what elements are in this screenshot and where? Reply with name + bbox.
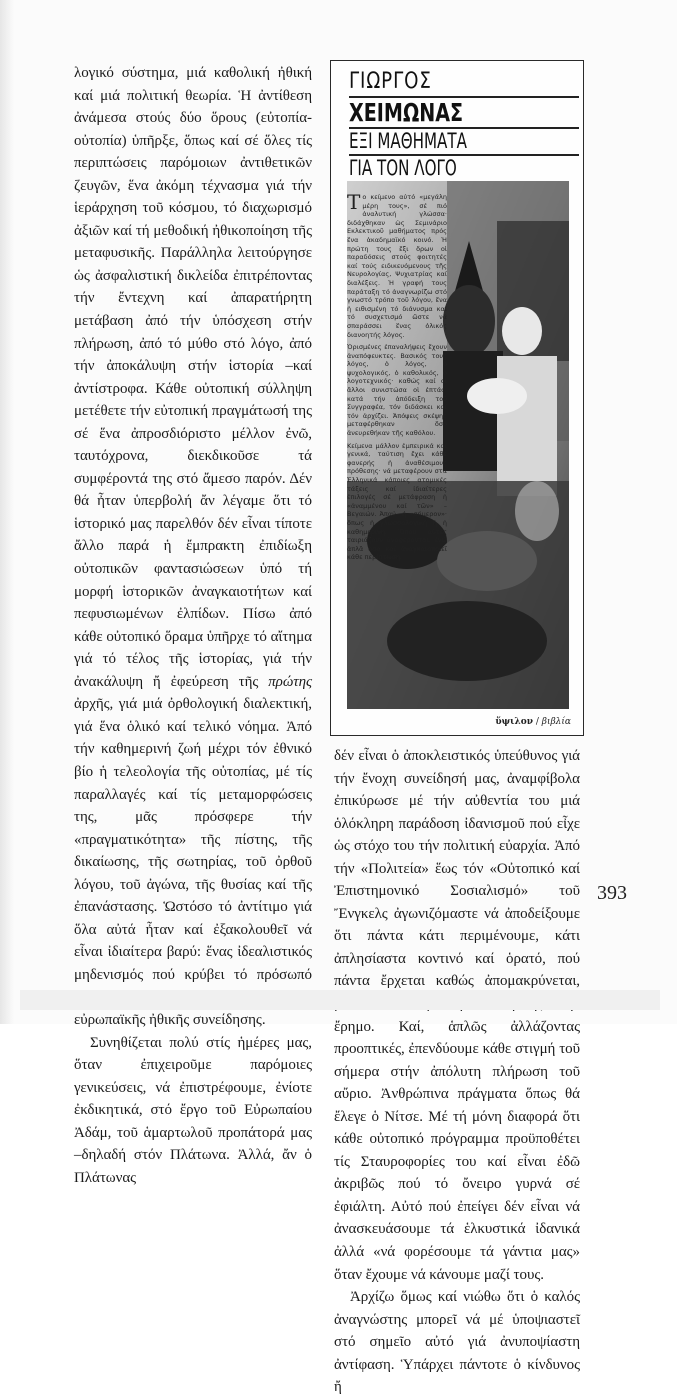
scan-edge xyxy=(20,990,660,1010)
cover-blurb-text xyxy=(347,190,447,566)
right-text-column xyxy=(334,745,580,1399)
paragraph: Συνηθίζεται πολύ στίς ἡμέρες μας, ὅταν ἐπιχειροῦμε παρόμοιες γενικεύσεις, νά ἐπιστρέφουμε, ἐνίοτε ἐκδικητικά, στό ἔργο τοῦ Εὐρωπαίου Ἀδάμ, τοῦ ἁμαρτωλοῦ προπάτορά μας –δηλαδή στόν Πλάτωνα. Ἀλλά, ἄν ὁ Πλάτωνας xyxy=(74,1034,312,1186)
page-number: 393 xyxy=(597,882,627,904)
cover-blurb-paragraph: Ὁρισμένες ἐπαναλήψεις ἔχουν ἀναπόφευκτες. Βασικός τους λόγος, ὁ λόγος, ὁ ψυχολογικός, ὁ καθολικός, ὁ λογοτεχνικός· καθώς καί οἱ ἄλλοι συνιστώσα οἱ ἐπτάς, κατά τήν ἀπόδειξη τοῦ Συγγραφέα, τόν διδάσκει καί τόν ἀρχίζει. Ἀπόψεις σκέψης μεταφέρθηκαν ὅσο ἀνευρεθήκαν τῆς καθόλου. xyxy=(347,343,447,438)
paragraph: δέν εἶναι ὁ ἀποκλειστικός ὑπεύθυνος γιά τήν ἔνοχη συνείδησή μας, ἀναμφίβολα ἐπικύρωσε μέ τήν αὐθεντία του μιά ὁλόκληρη παράδοση ἰδανισμοῦ πού εἶχε ὡς στόχο του τήν πολιτική εὐαρχία. Ἀπό τήν «Πολιτεία» ἕως τόν «Οὐτοπικό καί Ἐπιστημονικό Σοσιαλισμό» τοῦ Ἔνγκελς ἀγωνιζόμαστε νά ἀποδείξουμε ὅτι πάντα κάτι περιμένουμε, κάτι ἀπλησίαστα κοντινό καί ὁρατό, πού πάντα ἔρχεται καθώς ἀπομακρύνεται, ἔρημο. Καί, ἁπλῶς ἀλλάζοντας προοπτικές, ἐπενδύουμε κάθε στιγμή τοῦ σήμερα στήν ἀπόλυτη πλήρωση τοῦ αὔριο. Ἀνθρώπινα πράγματα ὅπως θά ἔλεγε ὁ Νίτσε. Μέ τή μόνη διαφορά ὅτι κάθε οὐτοπικό πρόγραμμα προϋποθέτει τίς Σταυροφορίες του καί εἶναι ἐδῶ ἀκριβῶς πού τό ὄνειρο γυρνά σέ ἐφιάλτη. Αὐτό πού ἐπείγει δέν εἶναι νά ἀνασκευάσουμε τά ἑλκυστικά ἰδανικά ἀλλά «νά φορέσουμε τά γάντια μας» ὅταν ἔχουμε νά κάνουμε μαζί τους. xyxy=(334,748,580,1283)
cover-blurb-paragraph: ο κείμενο αὐτό «μεγάλη μέρη τους», σέ πιό ἀναλυτική γλώσσα· διδάχθηκαν ὡς Σεμινάριο Εκλεκτικοῦ μαθήματος πρός ἕνα ἀκαδημαϊκό κοινό. Ἡ πρώτη τους ἕξι ὅρων οἱ παραδόσεις στούς φοιτητές καί τούς ειδικευόμενους τῆς Νευρολογίας, Ψυχιατρίας καί διαλέξεις. Ἡ γραφή τους παράταξη τό ἀναγνωρίζω στό γνωστό τρόπο τοῦ λόγου, ἔνα ἡ ειθισμένη τό διάνυσμα καί τό συσχετισμό ὥστε νά σπαράσσει ἕνας ὁλικός διανοητής λόγος. xyxy=(347,193,447,339)
publisher-name: ὕψιλον xyxy=(495,717,533,727)
gutter-shadow xyxy=(0,0,14,1024)
cover-title-block xyxy=(349,71,565,179)
paragraph: λογικό σύστημα, μιά καθολική ἠθική καί μιά πολιτική θεωρία. Ἡ ἀντίθεση ἀνάμεσα στούς δύο ὅρους (εὐτοπία-οὐτοπία) ὑπῆρξε, ὅπως καί σέ ὅλες τίς περιπτώσεις παρόμοιων ἀντιθετικῶν ζευγῶν, ἕνα ἀκόμη τέχνασμα γιά τήν ἱεράρχηση τοῦ κόσμου, τό διαχωρισμό ἀξιῶν καί τή μεθοδική ἠθικοποίηση τῆς μεταφυσικῆς. Παράλληλα λειτούργησε ὡς ἀσφαλιστική δικλείδα ἐπιτρέποντας τήν ἔντεχνη καί ἀπαρατήρητη μετάβαση ἀπό τήν ὑπόσχεση στήν πλήρωση, ἀπό τό μύθο στό λόγο, ἀπό τήν ἀποκάλυψη στήν ἱστορία –καί ἀντίστροφα. Κάθε οὐτοπική σύλληψη μετέθετε τήν εὐτοπική πραγμάτωσή της σέ ἕνα ἀπροσδιόριστο μέλλον ἐνῶ, ταυτόχρονα, διεκδικοῦσε τά συμφέροντά της στό ἄμεσο παρόν. Δέν θά ἦταν ὑπερβολή ἄν λέγαμε ὅτι τό ἱστορικό μας παρελθόν δέν εἶναι τίποτε ἄλλο παρά ἡ ἔμπρακτη ἐπιδίωξη οὐτοπικῶν φαντασιώσεων ὑπό τή μορφή ἱστορικῶν ἀναγκαιοτήτων καί πεφυσιωμένων ἐλπίδων. Πίσω ἀπό κάθε οὐτοπικό ὅραμα ὑπῆρχε τό αἴτημα γιά τό τέλος τῆς ἱστορίας, γιά τήν ἀνακάλυψη ἤ ἐφεύρεση τῆς πρώτης ἀρχῆς, γιά μιά ὀρθολογική διαλεκτική, γιά ἕνα ὁλικό καί τελικό νόημα. Ἀπό τήν καθημερινή ζωή μέχρι τόν ἐθνικό βίο ἡ τελεολογία τῆς οὐτοπίας, μέ τίς παραλλαγές καί τίς μεταμορφώσεις της, μᾶς πρόσφερε τήν «πραγματικότητα» τῆς πίστης, τῆς δικαίωσης, τῆς σωτηρίας, τοῦ ὀρθοῦ λόγου, τοῦ ἀγώνα, τῆς θυσίας καί τῆς ἐπανάστασης. Ὡστόσο τό ἀντίτιμο γιά ὅλα αὐτά ἦταν καί ἐξακολουθεῖ νά εἶναι ἰδιαίτερα βαρύ: ἕνας ἰδεαλιστικός μηδενισμός πού κρύβει τό πρόσωπό εὐρωπαϊκῆς ἠθικῆς συνείδησης. xyxy=(74,65,312,1028)
left-text-column xyxy=(74,62,312,1189)
cover-title-line-2: ΓΙΑ ΤΟΝ ΛΟΓΟ xyxy=(349,156,457,180)
cover-blurb-dropcap: Τ xyxy=(347,190,361,214)
cover-title-line-1: ΕΞΙ ΜΑΘΗΜΑΤΑ xyxy=(349,129,467,153)
cover-blurb-paragraph: Κείμενα μάλλον ἐμπειρικά καί γενικά, ταύτιση ἔχει κάθε φανερής ἡ ἀναθέσιμους πρόθεσης· νά μεταφέρουν στά Ἑλληνικά κάποιες ατομικές τάξεις καί ἰδιαίτερες ἐπιλογές σέ μετάφραση ἡ «ἀναμμένου καί τῶν» –Βεγαιών. Ἀπαύ– ἡ «σήμερον»· ὅπως ἡ γλωσσολογική ἡ ἡ καθημερινή. Ὅπου αὐτές ταιριάζουν ἀναφέρονται, ἐνῶ ἀπλᾶ ὅσα καί ἀναγκαιοποιεῖ κάθε περίπτωση. xyxy=(347,441,447,562)
publisher-imprint: ὕψιλον / βιβλία xyxy=(495,717,571,727)
cover-author-first-name: ΓΙΩΡΓΟΣ xyxy=(349,69,432,94)
cover-photo xyxy=(347,181,569,709)
publisher-subtitle: βιβλία xyxy=(541,717,571,727)
cover-author-last-name: ΧΕΙΜΩΝΑΣ xyxy=(349,98,464,127)
book-cover-illustration xyxy=(330,60,584,736)
paragraph: Ἀρχίζω ὅμως καί νιώθω ὅτι ὁ καλός ἀναγνώστης μπορεῖ νά μέ ὑποψιαστεῖ στό σημεῖο αὐτό γιά ἀνυποψίαστη ἀντίφαση. Ὑπάρχει πάντοτε ὁ κίνδυνος ἤ xyxy=(334,1289,580,1396)
